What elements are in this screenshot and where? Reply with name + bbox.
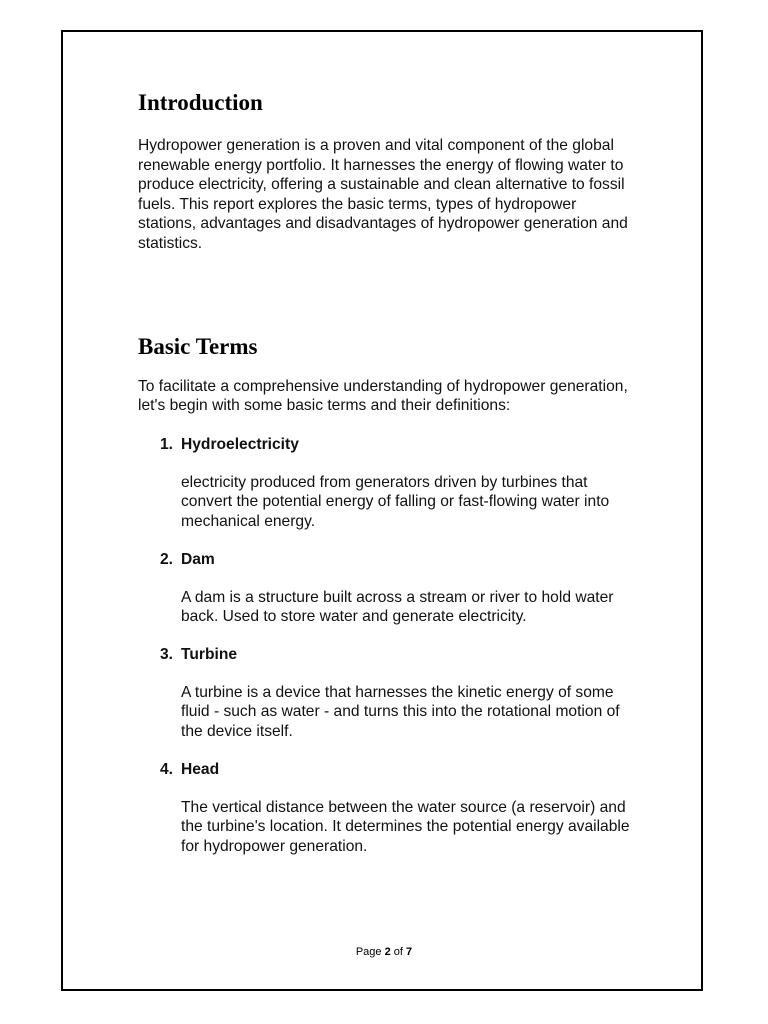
total-pages-number: 7 [406,946,413,958]
term-number: 4. [160,760,174,778]
term-definition: The vertical distance between the water source (a reservoir) and the turbine's location. It determines the potential energy available for hydropower generation. [181,798,630,855]
page-content [138,88,628,874]
page-footer [0,946,768,958]
term-title: Hydroelectricity [181,435,299,453]
terms-list [138,435,628,857]
list-item [138,645,628,742]
introduction-heading: Introduction [138,90,263,115]
current-page-number: 2 [384,946,391,958]
term-definition: A turbine is a device that harnesses the kinetic energy of some fluid - such as water - and turns this into the rotational motion of the device itself. [181,683,620,740]
term-number: 1. [160,435,174,453]
term-title: Head [181,760,220,778]
list-item [138,760,628,857]
list-item [138,550,628,627]
term-title: Turbine [181,645,238,663]
term-definition: A dam is a structure built across a stream or river to hold water back. Used to store water and generate electricity. [181,588,614,626]
basic-terms-heading: Basic Terms [138,333,258,359]
term-definition: electricity produced from generators driven by turbines that convert the potential energy of falling or fast-flowing water into mechanical energy. [181,473,610,530]
term-number: 3. [160,645,174,663]
page-label: Page [355,946,382,958]
introduction-paragraph: Hydropower generation is a proven and vital component of the global renewable energy portfolio. It harnesses the energy of flowing water to produce electricity, offering a sustainable and clean alternative to fossil fuels. This report explores the basic terms, types of hydropower stations, advantages and disadvantages of hydropower generation and statistics. [138,137,628,252]
term-number: 2. [160,550,174,568]
term-title: Dam [181,550,215,568]
page-of-label: of [393,946,403,958]
list-item [138,435,628,532]
basic-terms-paragraph: To facilitate a comprehensive understanding of hydropower generation, let's begin with some basic terms and their definitions: [138,377,628,415]
